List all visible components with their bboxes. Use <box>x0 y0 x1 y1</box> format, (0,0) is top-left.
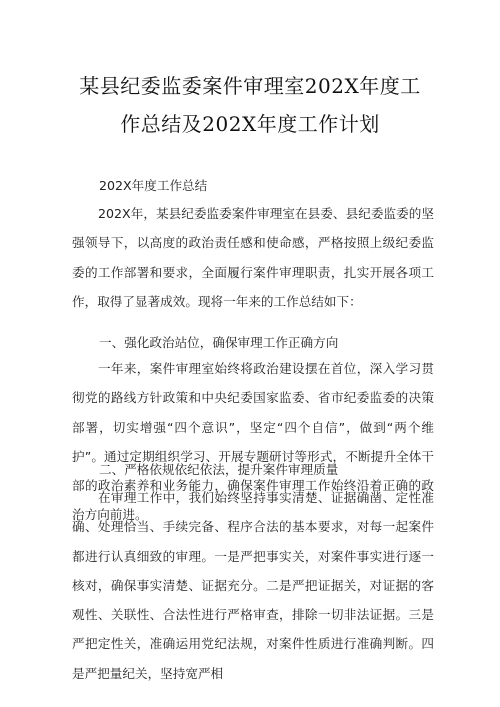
paragraph-1: 一年来，案件审理室始终将政治建设摆在首位，深入学习贯彻党的路线方针政策和中央纪委国家监委、省市纪委监委的决策部署，切实增强“四个意识”，坚定“四个自信”，做到“两个维护”。通过定期组织学习、开展专题研讨等形式，不断提升全体干部的政治素养和业务能力，确保案件审理工作始终沿着正确的政治方向前进。 <box>72 361 434 523</box>
section-heading-summary: 202X年度工作总结 <box>99 178 208 193</box>
section-heading-1: 一、强化政治站位，确保审理工作正确方向 <box>99 335 339 350</box>
document-title-line-1: 某县纪委监委案件审理室202X年度工 <box>79 74 421 98</box>
intro-paragraph: 202X年，某县纪委监委案件审理室在县委、县纪委监委的坚强领导下，以高度的政治责任感和使命感，严格按照上级纪委监委的工作部署和要求，全面履行案件审理职责，扎实开展各项工作，取得了显著成效。现将一年来的工作总结如下： <box>72 206 434 309</box>
paragraph-2: 在审理工作中，我们始终坚持事实清楚、证据确凿、定性准确、处理恰当、手续完备、程序合法的基本要求，对每一起案件都进行认真细致的审理。一是严把事实关，对案件事实进行逐一核对，确保事实清楚、证据充分。二是严把证据关，对证据的客观性、关联性、合法性进行严格审查，排除一切非法证据。三是严把定性关，准确运用党纪法规，对案件性质进行准确判断。四是严把量纪关，坚持宽严相 <box>72 490 434 681</box>
section-heading-2: 二、严格依规依纪依法，提升案件审理质量 <box>99 462 339 477</box>
document-title-line-2: 作总结及202X年度工作计划 <box>120 112 380 136</box>
